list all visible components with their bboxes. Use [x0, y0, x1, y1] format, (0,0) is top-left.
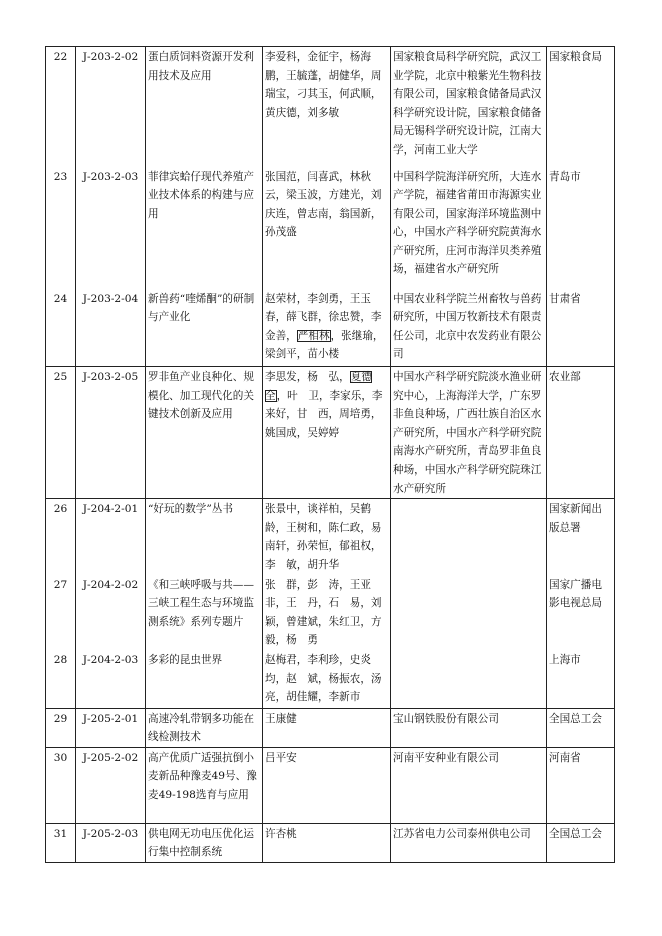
project-name: “好玩的数学”丛书 [146, 499, 263, 575]
project-units: 河南平安种业有限公司 [391, 747, 547, 823]
recommender: 上海市 [547, 650, 615, 708]
table-row [46, 747, 615, 823]
recommender: 青岛市 [547, 167, 615, 289]
project-units: 宝山钢铁股份有限公司 [391, 708, 547, 747]
table-row [46, 167, 615, 289]
row-number: 22 [46, 47, 76, 167]
project-units: 中国科学院海洋研究所，大连水产学院，福建省莆田市海源实业有限公司，国家海洋环境监测中心，中国水产科学研究院黄海水产研究所，庄河市海洋贝类养殖场，福建省水产研究所 [391, 167, 547, 289]
project-name: 罗非鱼产业良种化、规模化、加工现代化的关键技术创新及应用 [146, 367, 263, 499]
row-number: 31 [46, 823, 76, 862]
table-row [46, 367, 615, 499]
recommender: 甘肃省 [547, 289, 615, 367]
project-code: J-203-2-05 [76, 367, 146, 499]
project-name: 供电网无功电压优化运行集中控制系统 [146, 823, 263, 862]
project-name: 高速冷轧带钢多功能在线检测技术 [146, 708, 263, 747]
project-name: 高产优质广适强抗倒小麦新品种豫麦49号、豫麦49-198选育与应用 [146, 747, 263, 823]
boxed-name: 夏德全 [265, 371, 372, 402]
table-row [46, 47, 615, 167]
project-people [263, 289, 391, 367]
project-people: 许杏桃 [263, 823, 391, 862]
project-code: J-203-2-04 [76, 289, 146, 367]
project-code: J-204-2-01 [76, 499, 146, 575]
project-code: J-203-2-02 [76, 47, 146, 167]
row-number: 27 [46, 575, 76, 650]
project-code: J-205-2-01 [76, 708, 146, 747]
project-name: 《和三峡呼吸与共——三峡工程生态与环境监测系统》系列专题片 [146, 575, 263, 650]
table-row [46, 289, 615, 367]
row-number: 29 [46, 708, 76, 747]
project-people [263, 367, 391, 499]
recommender: 河南省 [547, 747, 615, 823]
project-units [391, 650, 547, 708]
project-units [391, 575, 547, 650]
boxed-name: 严相林 [297, 329, 330, 342]
table-row [46, 575, 615, 650]
people-text: 李思发，杨 弘， [265, 371, 350, 383]
row-number: 30 [46, 747, 76, 823]
recommender: 全国总工会 [547, 823, 615, 862]
project-code: J-203-2-03 [76, 167, 146, 289]
recommender: 国家粮食局 [547, 47, 615, 167]
project-code: J-204-2-02 [76, 575, 146, 650]
project-units [391, 499, 547, 575]
row-number: 23 [46, 167, 76, 289]
project-people: 王康健 [263, 708, 391, 747]
recommender: 国家新闻出版总署 [547, 499, 615, 575]
table-row [46, 823, 615, 862]
row-number: 26 [46, 499, 76, 575]
project-people: 赵梅君，李利珍，史炎均，赵 斌，杨振农，汤 亮，胡佳耀，李新市 [263, 650, 391, 708]
people-text: ，叶 卫，李家乐，李来好，甘 西，周培勇，姚国成，吴婷婷 [265, 389, 383, 439]
table-row [46, 708, 615, 747]
table-row [46, 499, 615, 575]
recommender: 农业部 [547, 367, 615, 499]
row-number: 25 [46, 367, 76, 499]
project-code: J-205-2-03 [76, 823, 146, 862]
project-name: 蛋白质饲料资源开发利用技术及应用 [146, 47, 263, 167]
project-people: 张 群，彭 涛，王亚非，王 丹，石 易，刘 颖，曾建斌，朱红卫，方 毅，杨 勇 [263, 575, 391, 650]
project-code: J-205-2-02 [76, 747, 146, 823]
project-people: 张国范，闫喜武，林秋云，梁玉波，方建光，刘庆连，曾志南，翁国新，孙茂盛 [263, 167, 391, 289]
row-number: 28 [46, 650, 76, 708]
project-name: 菲律宾蛤仔现代养殖产业技术体系的构建与应用 [146, 167, 263, 289]
recommender: 全国总工会 [547, 708, 615, 747]
project-units: 中国水产科学研究院淡水渔业研究中心，上海海洋大学，广东罗非鱼良种场，广西壮族自治区水产研究所，中国水产科学研究院南海水产研究所，青岛罗非鱼良种场，中国水产科学研究院珠江水产研究所 [391, 367, 547, 499]
project-name: 多彩的昆虫世界 [146, 650, 263, 708]
table-row [46, 650, 615, 708]
project-people: 吕平安 [263, 747, 391, 823]
project-units: 中国农业科学院兰州畜牧与兽药研究所，中国万牧新技术有限责任公司，北京中农发药业有限公司 [391, 289, 547, 367]
project-units: 江苏省电力公司泰州供电公司 [391, 823, 547, 862]
project-units: 国家粮食局科学研究院，武汉工业学院，北京中粮紫光生物科技有限公司，国家粮食储备局武汉科学研究设计院，国家粮食储备局无锡科学研究设计院，江南大学，河南工业大学 [391, 47, 547, 167]
project-code: J-204-2-03 [76, 650, 146, 708]
project-people: 张景中，谈祥柏，吴鹤龄，王树和，陈仁政，易南轩，孙荣恒，郁祖权，李 敏，胡升华 [263, 499, 391, 575]
project-people: 李爱科，金征宇，杨海鹏，王毓蓬，胡健华，周瑞宝，刁其玉，何武顺，黄庆德，刘多敏 [263, 47, 391, 167]
people-text: 赵荣材，李剑勇，王玉春，薛飞群，徐忠赞，李金善， [265, 292, 382, 342]
project-name: 新兽药“喹烯酮”的研制与产业化 [146, 289, 263, 367]
award-table [45, 46, 615, 863]
recommender: 国家广播电影电视总局 [547, 575, 615, 650]
row-number: 24 [46, 289, 76, 367]
people-text: ，张继瑜，梁剑平，苗小楼 [265, 329, 384, 361]
